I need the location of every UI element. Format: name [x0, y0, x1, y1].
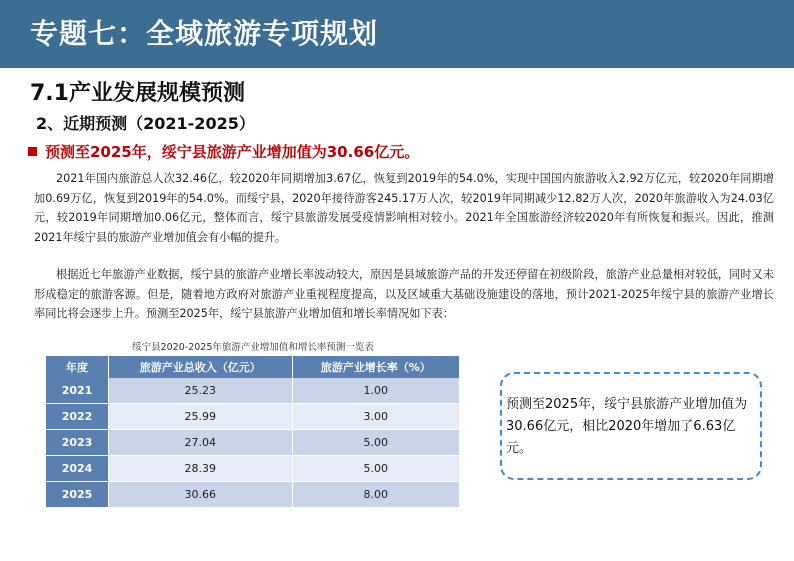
table-header-row	[46, 356, 460, 378]
cell-year: 2023	[46, 430, 109, 456]
table-row	[46, 456, 460, 482]
cell-year: 2021	[46, 378, 109, 404]
table-caption: 绥宁县2020-2025年旅游产业增加值和增长率预测一览表	[132, 342, 374, 353]
table-row	[46, 430, 460, 456]
banner-title: 专题七：全域旅游专项规划	[30, 17, 379, 50]
table-row	[46, 378, 460, 404]
table-row	[46, 482, 460, 508]
table-row	[46, 404, 460, 430]
cell-revenue: 25.99	[109, 404, 293, 430]
header-growth: 旅游产业增长率（%）	[292, 356, 459, 378]
header-revenue: 旅游产业总收入（亿元）	[109, 356, 293, 378]
callout-text: 预测至2025年，绥宁县旅游产业增加值为30.66亿元，相比2020年增加了6.63亿元。	[506, 397, 748, 456]
cell-year: 2024	[46, 456, 109, 482]
cell-revenue: 27.04	[109, 430, 293, 456]
cell-growth: 5.00	[292, 430, 459, 456]
header-year: 年度	[46, 356, 109, 378]
cell-growth: 1.00	[292, 378, 459, 404]
cell-growth: 3.00	[292, 404, 459, 430]
cell-year: 2022	[46, 404, 109, 430]
cell-revenue: 28.39	[109, 456, 293, 482]
headline	[28, 141, 419, 162]
cell-growth: 5.00	[292, 456, 459, 482]
cell-revenue: 30.66	[109, 482, 293, 508]
forecast-table	[46, 356, 460, 508]
square-bullet-icon	[28, 147, 37, 156]
section-title: 7.1产业发展规模预测	[30, 81, 245, 106]
section-subtitle: 2、近期预测（2021-2025）	[36, 114, 255, 133]
headline-text: 预测至2025年，绥宁县旅游产业增加值为30.66亿元。	[45, 143, 420, 161]
paragraph-1: 2021年国内旅游总人次32.46亿，较2020年同期增加3.67亿，恢复到2019年的54.0%，实现中国国内旅游收入2.92万亿元，较2020年同期增加0.69万亿，恢复到2019年的54.0%。而绥宁县，2020年接待游客245.17万人次，较2019年同期减少12.82万人次，2020年旅游收入为24.03亿元，较2019年同期增加0.06亿元，整体而言，绥宁县旅游发展受疫情影响相对较小。2021年全国旅游经济较2020年有所恢复和振兴。因此，推测2021年绥宁县的旅游产业增加值会有小幅的提升。	[34, 172, 774, 244]
cell-growth: 8.00	[292, 482, 459, 508]
paragraph-2: 根据近七年旅游产业数据，绥宁县的旅游产业增长率波动较大，原因是县域旅游产品的开发还停留在初级阶段，旅游产业总量相对较低，同时又未形成稳定的旅游客源。但是，随着地方政府对旅游产业重视程度提高，以及区域重大基础设施建设的落地，预计2021-2025年绥宁县的旅游产业增长率同比将会逐步上升。预测至2025年，绥宁县旅游产业增加值和增长率情况如下表：	[34, 268, 774, 320]
cell-revenue: 25.23	[109, 378, 293, 404]
title-banner	[0, 0, 794, 68]
cell-year: 2025	[46, 482, 109, 508]
